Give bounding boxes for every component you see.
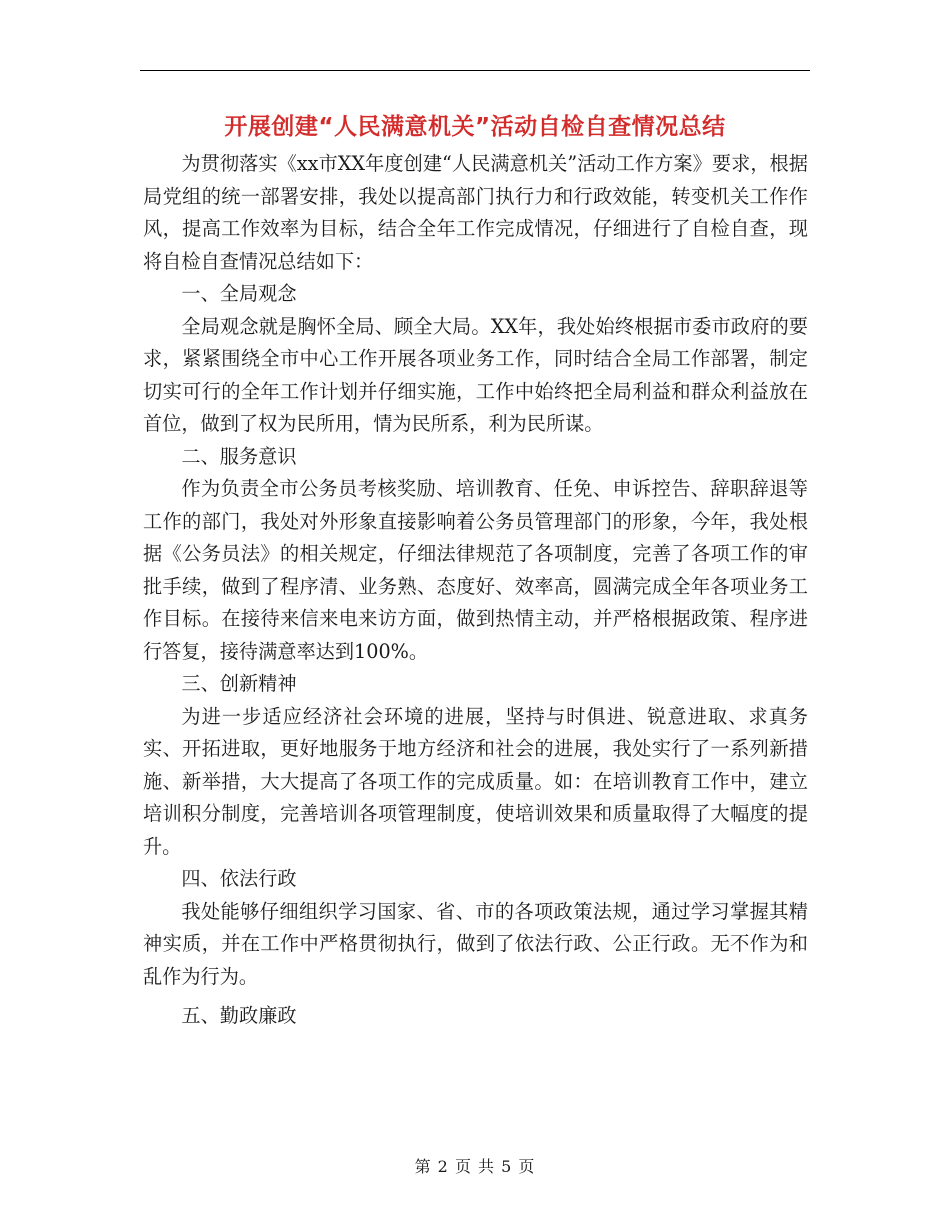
document-body [143,148,808,1033]
body-paragraph: 全局观念就是胸怀全局、顾全大局。XX年，我处始终根据市委市政府的要求，紧紧围绕全市中心工作开展各项业务工作，同时结合全局工作部署，制定切实可行的全年工作计划并仔细实施，工作中始终把全局利益和群众利益放在首位，做到了权为民所用，情为民所系，利为民所谋。 [143,314,808,435]
document-title: 开展创建“人民满意机关”活动自检自查情况总结 [224,114,726,140]
section-heading: 五、勤政廉政 [181,1004,297,1027]
section-heading: 一、全局观念 [181,282,297,305]
body-paragraph: 我处能够仔细组织学习国家、省、市的各项政策法规，通过学习掌握其精神实质，并在工作中严格贯彻执行，做到了依法行政、公正行政。无不作为和乱作为行为。 [143,899,808,988]
section-heading: 四、依法行政 [181,867,297,890]
section-heading: 二、服务意识 [181,444,297,468]
header-rule [140,70,810,71]
body-paragraph: 作为负责全市公务员考核奖励、培训教育、任免、申诉控告、辞职辞退等工作的部门，我处对外形象直接影响着公务员管理部门的形象，今年，我处根据《公务员法》的相关规定，仔细法律规范了各项制度，完善了各项工作的审批手续，做到了程序清、业务熟、态度好、效率高，圆满完成全年各项业务工作目标。在接待来信来电来访方面，做到热情主动，并严格根据政策、程序进行答复，接待满意率达到100%。 [143,477,808,663]
intro-paragraph: 为贯彻落实《xx市XX年度创建“人民满意机关”活动工作方案》要求，根据局党组的统一部署安排，我处以提高部门执行力和行政效能，转变机关工作作风，提高工作效率为目标，结合全年工作完成情况，仔细进行了自检自查，现将自检自查情况总结如下： [143,152,808,273]
section-heading: 三、创新精神 [181,672,297,695]
body-paragraph: 为进一步适应经济社会环境的进展，坚持与时俱进、锐意进取、求真务实、开拓进取，更好地服务于地方经济和社会的进展，我处实行了一系列新措施、新举措，大大提高了各项工作的完成质量。如：在培训教育工作中，建立培训积分制度，完善培训各项管理制度，使培训效果和质量取得了大幅度的提升。 [143,704,808,858]
page-number: 第 2 页 共 5 页 [414,1157,536,1176]
